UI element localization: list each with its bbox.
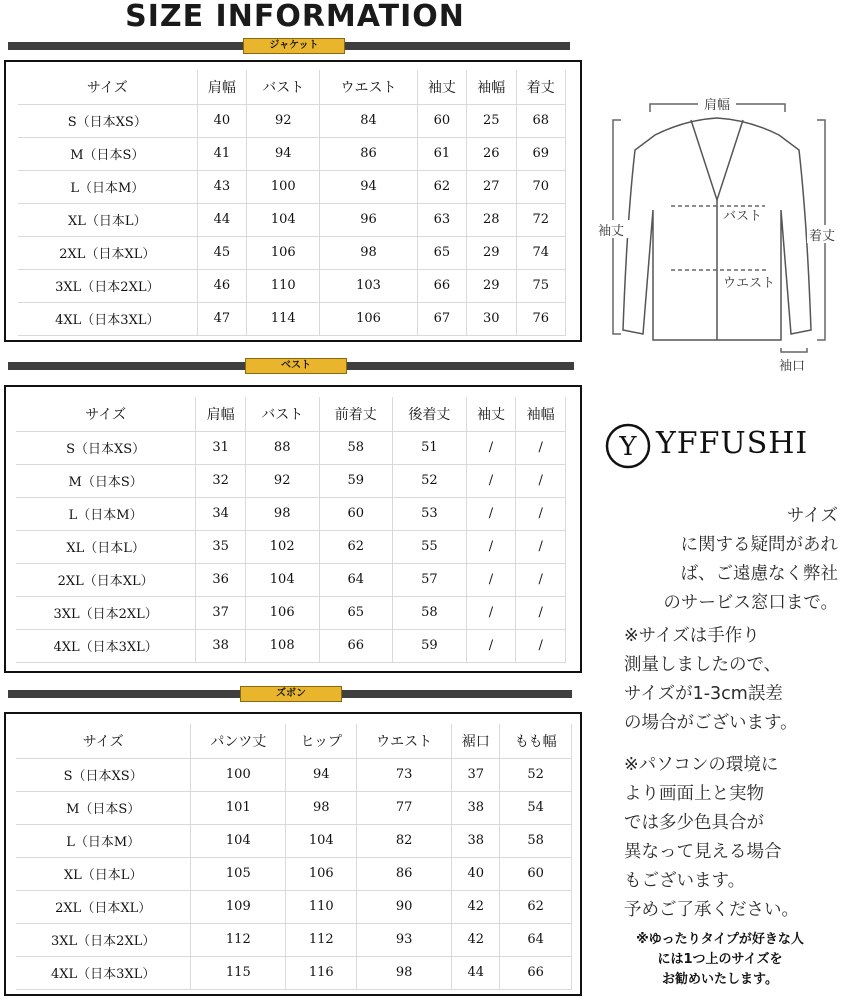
table-cell: 75 bbox=[517, 270, 566, 303]
table-cell: 53 bbox=[393, 498, 467, 531]
table-cell: / bbox=[516, 465, 566, 498]
table-cell: / bbox=[516, 597, 566, 630]
column-header: ウエスト bbox=[320, 70, 417, 105]
table-cell: 59 bbox=[393, 630, 467, 663]
table-cell: 103 bbox=[320, 270, 417, 303]
table-cell: 29 bbox=[467, 237, 516, 270]
diagram-label-bust: バスト bbox=[723, 209, 763, 224]
table-cell: 34 bbox=[196, 498, 246, 531]
table-cell: 104 bbox=[286, 825, 357, 858]
pants-size-table bbox=[16, 724, 572, 990]
table-cell: 65 bbox=[320, 597, 394, 630]
table-cell: 60 bbox=[500, 858, 572, 891]
table-cell: / bbox=[516, 531, 566, 564]
table-cell: 27 bbox=[467, 171, 516, 204]
table-cell: 59 bbox=[320, 465, 394, 498]
jacket-header-row bbox=[18, 70, 566, 105]
table-row bbox=[16, 891, 572, 924]
table-cell: 110 bbox=[286, 891, 357, 924]
table-row bbox=[16, 432, 566, 465]
column-header: 袖丈 bbox=[418, 70, 467, 105]
table-cell: L（日本M） bbox=[16, 498, 196, 531]
table-cell: 114 bbox=[247, 303, 320, 336]
table-cell: S（日本XS） bbox=[18, 105, 198, 138]
table-cell: XL（日本L） bbox=[18, 204, 198, 237]
jacket-size-table bbox=[18, 70, 566, 336]
table-cell: 94 bbox=[320, 171, 417, 204]
table-cell: 66 bbox=[418, 270, 467, 303]
table-cell: 29 bbox=[467, 270, 516, 303]
table-cell: 115 bbox=[191, 957, 286, 990]
color-note-line: では多少色具合が bbox=[624, 813, 764, 833]
inquiry-note-line: サイズ bbox=[786, 506, 838, 526]
table-cell: 54 bbox=[500, 792, 572, 825]
table-cell: L（日本M） bbox=[18, 171, 198, 204]
table-cell: 46 bbox=[198, 270, 247, 303]
table-cell: / bbox=[467, 432, 517, 465]
table-cell: 62 bbox=[320, 531, 394, 564]
table-row bbox=[16, 564, 566, 597]
table-cell: 106 bbox=[320, 303, 417, 336]
table-cell: 38 bbox=[196, 630, 246, 663]
pants-section-label: ズボン bbox=[240, 686, 342, 702]
table-cell: 82 bbox=[357, 825, 452, 858]
table-cell: 86 bbox=[357, 858, 452, 891]
column-header: バスト bbox=[247, 70, 320, 105]
table-row bbox=[16, 924, 572, 957]
table-cell: 101 bbox=[191, 792, 286, 825]
table-cell: / bbox=[467, 564, 517, 597]
brand-logo-mark: Y bbox=[619, 432, 637, 462]
color-note-line: より画面上と実物 bbox=[624, 784, 764, 804]
table-row bbox=[16, 597, 566, 630]
table-cell: 76 bbox=[517, 303, 566, 336]
table-cell: 96 bbox=[320, 204, 417, 237]
table-cell: 64 bbox=[500, 924, 572, 957]
table-cell: 26 bbox=[467, 138, 516, 171]
brand-name: YFFUSHI bbox=[656, 426, 809, 461]
table-cell: 60 bbox=[320, 498, 394, 531]
fit-note-line: ※ゆったりタイプが好きな人 bbox=[636, 932, 804, 947]
table-cell: 3XL（日本2XL） bbox=[16, 924, 191, 957]
vest-header-row bbox=[16, 397, 566, 432]
table-cell: 42 bbox=[452, 924, 500, 957]
table-cell: L（日本M） bbox=[16, 825, 191, 858]
color-note-line: ※パソコンの環境に bbox=[624, 755, 779, 775]
measurement-note bbox=[624, 622, 838, 738]
color-note bbox=[624, 751, 838, 925]
table-cell: 3XL（日本2XL） bbox=[16, 597, 196, 630]
table-cell: 112 bbox=[191, 924, 286, 957]
measurement-note-line: の場合がございます。 bbox=[624, 713, 798, 733]
table-row bbox=[16, 825, 572, 858]
table-cell: 88 bbox=[246, 432, 320, 465]
table-cell: XL（日本L） bbox=[16, 858, 191, 891]
table-row bbox=[18, 237, 566, 270]
table-row bbox=[16, 759, 572, 792]
table-row bbox=[16, 630, 566, 663]
table-cell: 51 bbox=[393, 432, 467, 465]
table-cell: M（日本S） bbox=[16, 792, 191, 825]
color-note-line: 異なって見える場合 bbox=[624, 842, 782, 862]
table-cell: 86 bbox=[320, 138, 417, 171]
table-row bbox=[18, 105, 566, 138]
table-cell: 52 bbox=[500, 759, 572, 792]
column-header: 袖幅 bbox=[516, 397, 566, 432]
table-cell: / bbox=[467, 597, 517, 630]
table-cell: 109 bbox=[191, 891, 286, 924]
table-cell: 40 bbox=[452, 858, 500, 891]
table-cell: 98 bbox=[320, 237, 417, 270]
table-cell: 64 bbox=[320, 564, 394, 597]
table-cell: / bbox=[516, 564, 566, 597]
jacket-measurement-diagram bbox=[595, 90, 840, 380]
brand-logo-icon bbox=[604, 422, 652, 470]
table-cell: 105 bbox=[191, 858, 286, 891]
column-header: 前着丈 bbox=[320, 397, 394, 432]
table-cell: 63 bbox=[418, 204, 467, 237]
table-cell: 92 bbox=[247, 105, 320, 138]
table-cell: 38 bbox=[452, 825, 500, 858]
column-header: 着丈 bbox=[517, 70, 566, 105]
table-cell: S（日本XS） bbox=[16, 759, 191, 792]
table-cell: 65 bbox=[418, 237, 467, 270]
column-header: 後着丈 bbox=[393, 397, 467, 432]
table-row bbox=[16, 498, 566, 531]
table-cell: 98 bbox=[357, 957, 452, 990]
table-cell: 69 bbox=[517, 138, 566, 171]
table-cell: 74 bbox=[517, 237, 566, 270]
pants-header-row bbox=[16, 724, 572, 759]
column-header: 肩幅 bbox=[198, 70, 247, 105]
table-cell: 93 bbox=[357, 924, 452, 957]
table-cell: 110 bbox=[247, 270, 320, 303]
table-cell: 104 bbox=[191, 825, 286, 858]
table-cell: 100 bbox=[247, 171, 320, 204]
column-header: ウエスト bbox=[357, 724, 452, 759]
table-cell: 40 bbox=[198, 105, 247, 138]
table-cell: 58 bbox=[500, 825, 572, 858]
table-cell: 44 bbox=[198, 204, 247, 237]
table-cell: 98 bbox=[286, 792, 357, 825]
brand-logo bbox=[604, 420, 834, 472]
table-cell: 106 bbox=[246, 597, 320, 630]
diagram-label-length: 着丈 bbox=[809, 229, 836, 244]
table-cell: 61 bbox=[418, 138, 467, 171]
table-cell: 116 bbox=[286, 957, 357, 990]
table-row bbox=[16, 531, 566, 564]
table-cell: / bbox=[516, 432, 566, 465]
vest-size-table bbox=[16, 397, 566, 663]
inquiry-note bbox=[624, 502, 838, 618]
table-cell: 94 bbox=[286, 759, 357, 792]
table-cell: 41 bbox=[198, 138, 247, 171]
table-cell: 98 bbox=[246, 498, 320, 531]
table-cell: 106 bbox=[247, 237, 320, 270]
table-cell: S（日本XS） bbox=[16, 432, 196, 465]
color-note-line: 予めご了承ください。 bbox=[624, 900, 799, 920]
table-cell: 77 bbox=[357, 792, 452, 825]
vest-section-label: ベスト bbox=[245, 358, 347, 374]
table-cell: 94 bbox=[247, 138, 320, 171]
table-cell: 57 bbox=[393, 564, 467, 597]
jacket-section-label: ジャケット bbox=[243, 38, 345, 54]
table-cell: 90 bbox=[357, 891, 452, 924]
column-header: ヒップ bbox=[286, 724, 357, 759]
inquiry-note-line: のサービス窓口まで。 bbox=[663, 593, 838, 613]
table-row bbox=[16, 957, 572, 990]
table-row bbox=[18, 138, 566, 171]
table-cell: 30 bbox=[467, 303, 516, 336]
inquiry-note-line: に関する疑問があれ bbox=[680, 535, 838, 555]
table-row bbox=[18, 270, 566, 303]
table-cell: 47 bbox=[198, 303, 247, 336]
table-cell: 38 bbox=[452, 792, 500, 825]
table-row bbox=[16, 858, 572, 891]
table-cell: 42 bbox=[452, 891, 500, 924]
measurement-note-line: 測量しましたので、 bbox=[624, 655, 782, 675]
table-cell: 31 bbox=[196, 432, 246, 465]
measurement-note-line: ※サイズは手作り bbox=[624, 626, 760, 646]
column-header: 裾口 bbox=[452, 724, 500, 759]
table-cell: 102 bbox=[246, 531, 320, 564]
table-cell: / bbox=[516, 498, 566, 531]
jacket-collar-icon bbox=[691, 120, 743, 200]
table-cell: 100 bbox=[191, 759, 286, 792]
diagram-label-sleeve: 袖丈 bbox=[598, 224, 625, 239]
table-cell: M（日本S） bbox=[18, 138, 198, 171]
column-header: サイズ bbox=[16, 724, 191, 759]
table-cell: 106 bbox=[286, 858, 357, 891]
table-row bbox=[18, 171, 566, 204]
table-cell: 37 bbox=[452, 759, 500, 792]
table-row bbox=[18, 204, 566, 237]
fit-recommendation-note bbox=[600, 930, 840, 990]
table-cell: 62 bbox=[500, 891, 572, 924]
table-cell: 3XL（日本2XL） bbox=[18, 270, 198, 303]
table-cell: / bbox=[467, 498, 517, 531]
table-cell: 92 bbox=[246, 465, 320, 498]
table-cell: 43 bbox=[198, 171, 247, 204]
column-header: 袖幅 bbox=[467, 70, 516, 105]
table-cell: 36 bbox=[196, 564, 246, 597]
diagram-label-cuff: 袖口 bbox=[779, 359, 806, 374]
table-cell: 32 bbox=[196, 465, 246, 498]
inquiry-note-line: ば、ご遠慮なく弊社 bbox=[680, 564, 838, 584]
table-cell: 58 bbox=[393, 597, 467, 630]
table-cell: 2XL（日本XL） bbox=[16, 891, 191, 924]
column-header: もも幅 bbox=[500, 724, 572, 759]
table-row bbox=[16, 792, 572, 825]
table-cell: 37 bbox=[196, 597, 246, 630]
table-cell: 4XL（日本3XL） bbox=[18, 303, 198, 336]
table-cell: / bbox=[516, 630, 566, 663]
table-cell: 35 bbox=[196, 531, 246, 564]
table-cell: 104 bbox=[247, 204, 320, 237]
table-cell: XL（日本L） bbox=[16, 531, 196, 564]
table-cell: 104 bbox=[246, 564, 320, 597]
page-title: SIZE INFORMATION bbox=[125, 0, 465, 34]
cuff-dimension-line bbox=[781, 348, 807, 352]
table-cell: 62 bbox=[418, 171, 467, 204]
table-cell: 84 bbox=[320, 105, 417, 138]
fit-note-line: お勧めいたします。 bbox=[662, 972, 778, 987]
table-cell: 55 bbox=[393, 531, 467, 564]
table-cell: 52 bbox=[393, 465, 467, 498]
column-header: パンツ丈 bbox=[191, 724, 286, 759]
table-row bbox=[18, 303, 566, 336]
table-cell: 4XL（日本3XL） bbox=[16, 630, 196, 663]
column-header: サイズ bbox=[16, 397, 196, 432]
color-note-line: もございます。 bbox=[624, 871, 746, 891]
measurement-note-line: サイズが1-3cm誤差 bbox=[624, 684, 783, 704]
diagram-label-shoulder: 肩幅 bbox=[703, 98, 731, 113]
column-header: バスト bbox=[246, 397, 320, 432]
table-cell: 60 bbox=[418, 105, 467, 138]
table-cell: 58 bbox=[320, 432, 394, 465]
column-header: 袖丈 bbox=[467, 397, 517, 432]
table-cell: 112 bbox=[286, 924, 357, 957]
column-header: サイズ bbox=[18, 70, 198, 105]
table-cell: M（日本S） bbox=[16, 465, 196, 498]
table-cell: 68 bbox=[517, 105, 566, 138]
column-header: 肩幅 bbox=[196, 397, 246, 432]
table-cell: 108 bbox=[246, 630, 320, 663]
table-cell: 66 bbox=[320, 630, 394, 663]
table-cell: 44 bbox=[452, 957, 500, 990]
diagram-label-waist: ウエスト bbox=[723, 276, 776, 291]
table-cell: 28 bbox=[467, 204, 516, 237]
table-cell: 25 bbox=[467, 105, 516, 138]
table-row bbox=[16, 465, 566, 498]
table-cell: 70 bbox=[517, 171, 566, 204]
table-cell: / bbox=[467, 630, 517, 663]
table-cell: 72 bbox=[517, 204, 566, 237]
table-cell: / bbox=[467, 531, 517, 564]
fit-note-line: には1つ上のサイズを bbox=[657, 952, 783, 967]
table-cell: 66 bbox=[500, 957, 572, 990]
table-cell: 4XL（日本3XL） bbox=[16, 957, 191, 990]
table-cell: / bbox=[467, 465, 517, 498]
table-cell: 2XL（日本XL） bbox=[16, 564, 196, 597]
table-cell: 67 bbox=[418, 303, 467, 336]
table-cell: 2XL（日本XL） bbox=[18, 237, 198, 270]
table-cell: 73 bbox=[357, 759, 452, 792]
table-cell: 45 bbox=[198, 237, 247, 270]
